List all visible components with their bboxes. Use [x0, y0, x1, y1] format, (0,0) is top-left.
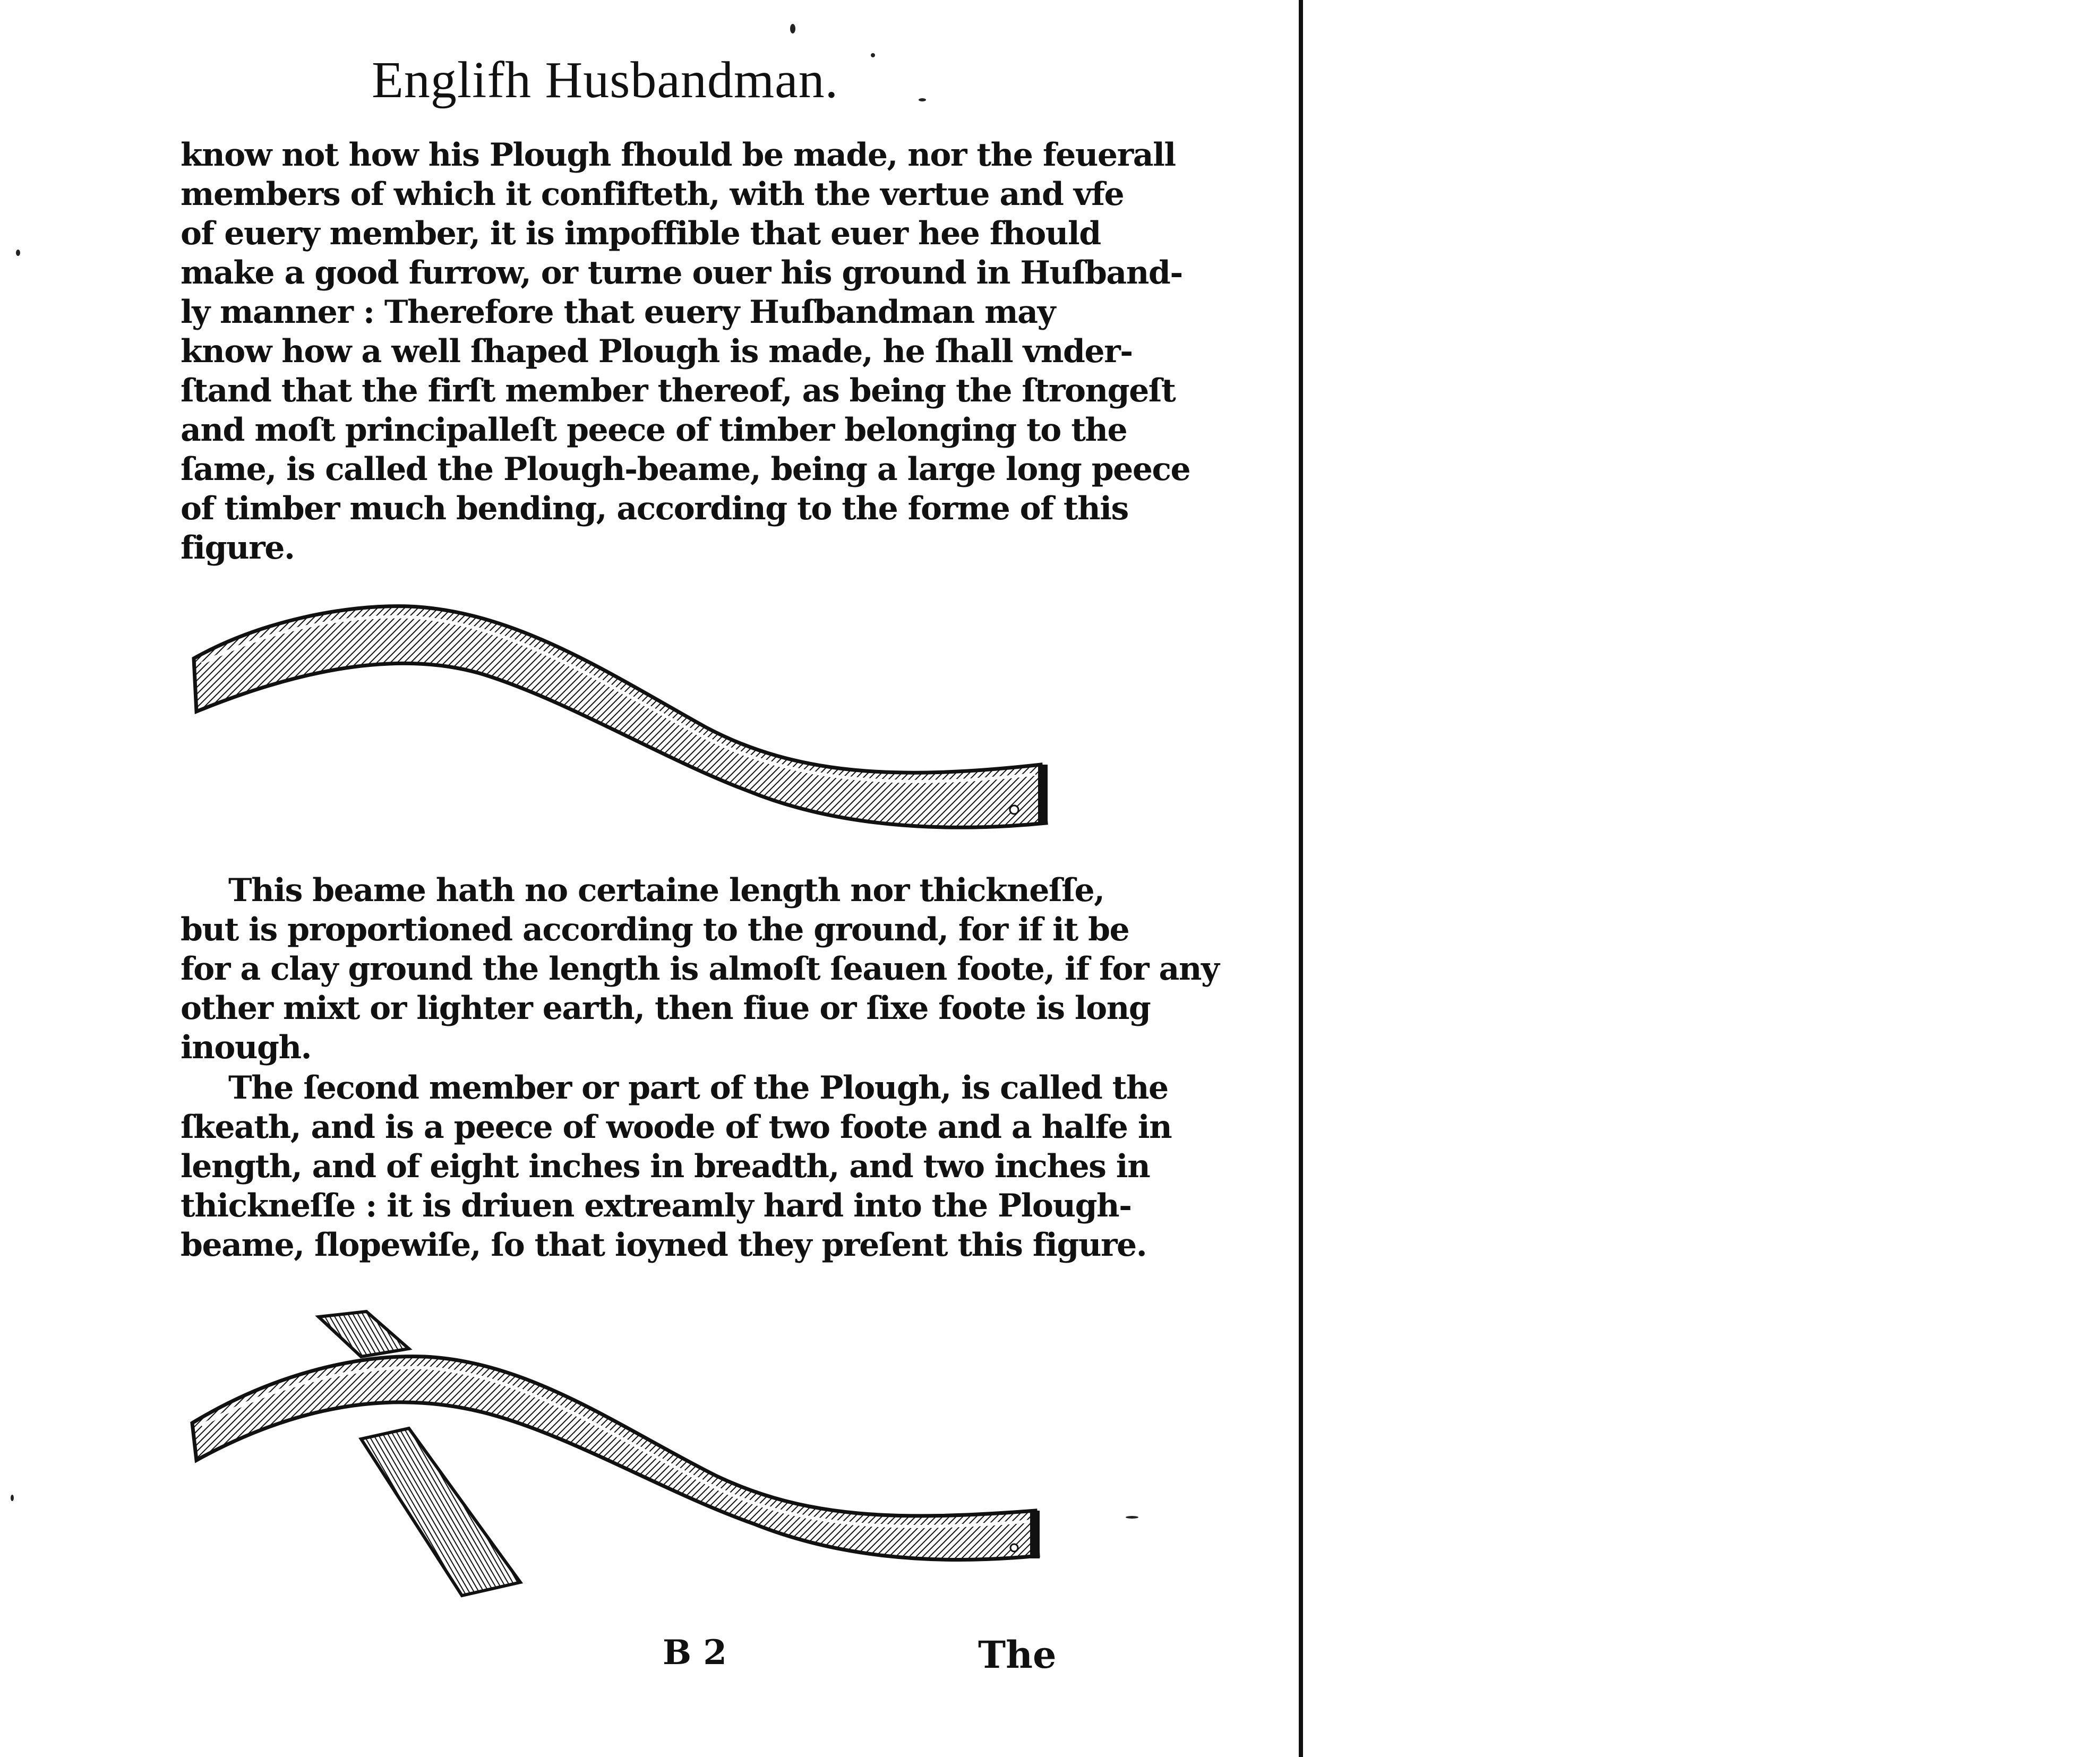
- text-line: make a good furrow, or turne ouer his ground in Huſband-: [181, 254, 1182, 292]
- scan-edge: [1299, 0, 1303, 1757]
- text-line: length, and of eight inches in breadth, and two inches in: [181, 1148, 1150, 1185]
- text-line: for a clay ground the length is almoſt ſeauen foote, if for any: [181, 950, 1219, 988]
- text-line: ſame, is called the Plough-beame, being a large long peece: [181, 451, 1190, 488]
- bolt-hole: [1010, 805, 1018, 814]
- text-line: know how a well ſhaped Plough is made, he ſhall vnder-: [181, 333, 1133, 370]
- paragraph-2: [181, 871, 1219, 1067]
- plough-beam-figure: [186, 589, 1057, 839]
- catchword: The: [978, 1633, 1057, 1677]
- text-line: This beame hath no certaine length nor thickneſſe,: [228, 872, 1104, 909]
- text-line: ſkeath, and is a peece of woode of two foote and a halfe in: [181, 1109, 1172, 1146]
- paragraph-3: [181, 1068, 1172, 1265]
- text-line: thickneſſe : it is driuen extreamly hard into the Plough-: [181, 1187, 1132, 1224]
- text-line: members of which it confifteth, with the vertue and vfe: [181, 176, 1124, 213]
- text-line: ſtand that the firſt member thereof, as being the ſtrongeſt: [181, 372, 1176, 409]
- signature-mark: B 2: [663, 1633, 727, 1673]
- text-line: and moſt principalleſt peece of timber belonging to the: [181, 412, 1127, 449]
- text-line: know not how his Plough fhould be made, nor the feuerall: [181, 136, 1176, 174]
- ink-speck: [16, 250, 20, 256]
- text-line: of timber much bending, according to the forme of this: [181, 490, 1128, 527]
- beam-end: [1030, 1511, 1040, 1558]
- text-line: The ſecond member or part of the Plough, is called the: [228, 1069, 1168, 1107]
- ink-speck: [919, 98, 926, 101]
- text-line: figure.: [181, 529, 295, 567]
- ink-speck: [1126, 1516, 1138, 1519]
- ink-speck: [790, 24, 795, 33]
- text-line: of euery member, it is impoffible that euer hee fhould: [181, 215, 1101, 252]
- running-header: Englifh Husbandman.: [372, 52, 839, 109]
- text-line: inough.: [181, 1029, 312, 1066]
- beam-end: [1038, 765, 1048, 823]
- skeath-shank: [361, 1428, 520, 1596]
- ink-speck: [11, 1495, 14, 1501]
- text-line: beame, ſlopewiſe, ſo that ioyned they preſent this figure.: [181, 1227, 1147, 1264]
- skeath-top: [319, 1312, 409, 1357]
- beam-shape: [194, 606, 1046, 828]
- bolt-hole: [1010, 1544, 1018, 1552]
- paragraph-1: [181, 135, 1190, 568]
- beam-shape: [192, 1357, 1038, 1560]
- plough-beam-with-skeath-figure: [186, 1306, 1057, 1604]
- text-line: but is proportioned according to the ground, for if it be: [181, 911, 1129, 948]
- text-line: ly manner : Therefore that euery Huſbandman may: [181, 294, 1055, 331]
- text-line: other mixt or lighter earth, then fiue or ſixe foote is long: [181, 990, 1151, 1027]
- ink-speck: [871, 53, 875, 57]
